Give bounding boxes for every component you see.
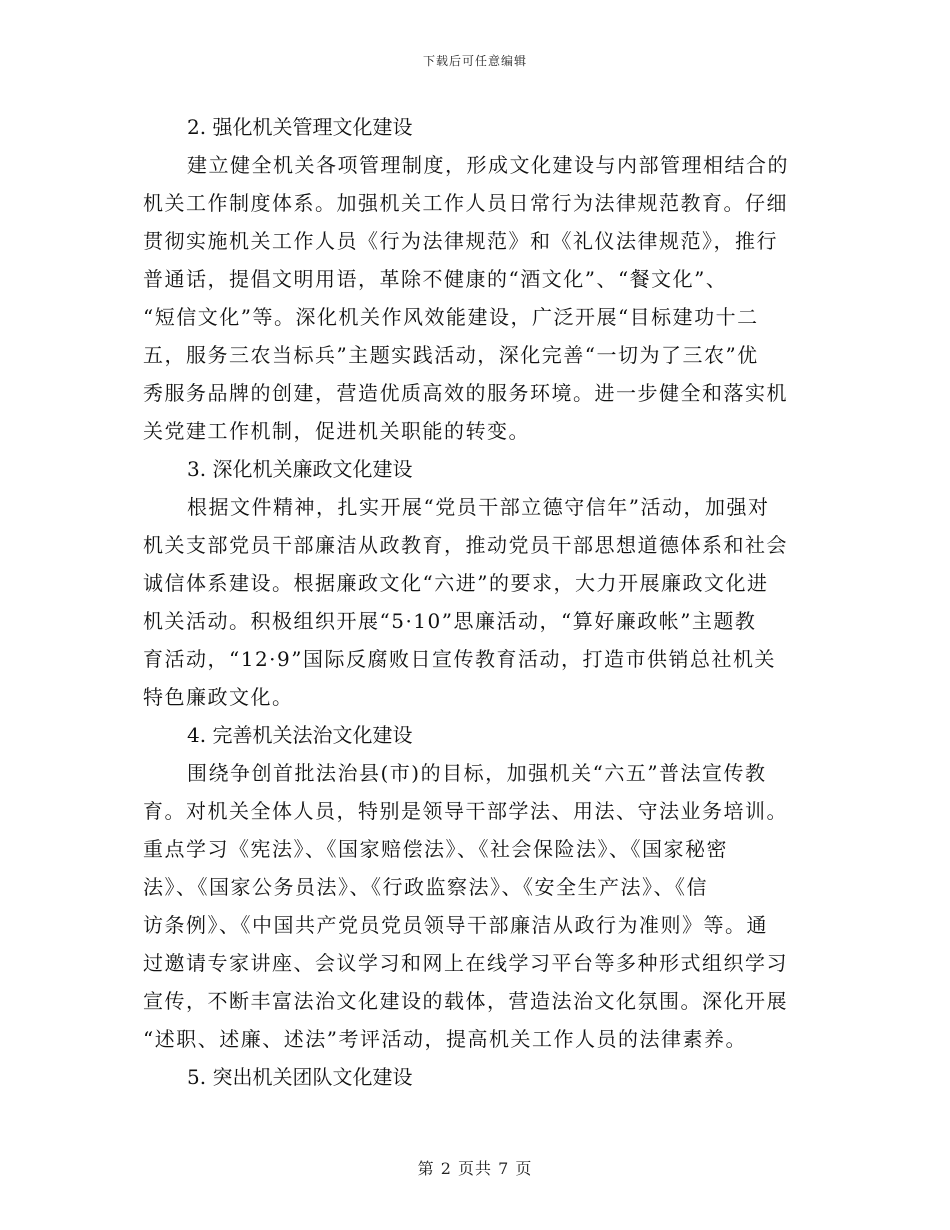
text-line: 秀服务品牌的创建，营造优质高效的服务环境。进一步健全和落实机 bbox=[143, 381, 788, 405]
text-line: 机关活动。积极组织开展“5·10”思廉活动，“算好廉政帐”主题教 bbox=[143, 609, 757, 633]
text-line: 根据文件精神，扎实开展“党员干部立德守信年”活动，加强对 bbox=[187, 495, 770, 519]
section-heading: 4. 完善机关法治文化建设 bbox=[187, 723, 413, 747]
text-line: 法》、《国家公务员法》、《行政监察法》、《安全生产法》、《信 bbox=[143, 875, 708, 899]
text-line: 围绕争创首批法治县(市)的目标，加强机关“六五”普法宣传教 bbox=[187, 761, 767, 785]
text-line: 贯彻实施机关工作人员《行为法律规范》和《礼仪法律规范》，推行 bbox=[143, 229, 778, 253]
document-body bbox=[143, 108, 808, 1096]
text-line: 建立健全机关各项管理制度，形成文化建设与内部管理相结合的 bbox=[187, 153, 789, 177]
section-3 bbox=[143, 450, 808, 716]
section-paragraph bbox=[143, 754, 808, 1058]
text-line: “述职、述廉、述法”考评活动，提高机关工作人员的法律素养。 bbox=[143, 1027, 747, 1051]
text-line: 关党建工作机制，促进机关职能的转变。 bbox=[143, 419, 530, 443]
section-4 bbox=[143, 716, 808, 1058]
text-line: 诚信体系建设。根据廉政文化“六进”的要求，大力开展廉政文化进 bbox=[143, 571, 769, 595]
section-2 bbox=[143, 108, 808, 450]
section-paragraph bbox=[143, 488, 808, 716]
text-line: 重点学习《宪法》、《国家赔偿法》、《社会保险法》、《国家秘密 bbox=[143, 837, 728, 861]
text-line: 访条例》、《中国共产党员党员领导干部廉洁从政行为准则》等。通 bbox=[143, 913, 768, 937]
section-heading: 2. 强化机关管理文化建设 bbox=[187, 115, 413, 139]
text-line: “短信文化”等。深化机关作风效能建设，广泛开展“目标建功十二 bbox=[143, 305, 759, 329]
section-paragraph bbox=[143, 146, 808, 450]
section-heading: 5. 突出机关团队文化建设 bbox=[187, 1065, 413, 1089]
section-heading: 3. 深化机关廉政文化建设 bbox=[187, 457, 413, 481]
text-line: 机关工作制度体系。加强机关工作人员日常行为法律规范教育。仔细 bbox=[143, 191, 788, 215]
text-line: 特色廉政文化。 bbox=[143, 685, 294, 709]
text-line: 普通话，提倡文明用语，革除不健康的“酒文化”、“餐文化”、 bbox=[143, 267, 728, 291]
page-footer: 第 2 页共 7 页 bbox=[417, 1159, 533, 1178]
text-line: 机关支部党员干部廉洁从政教育，推动党员干部思想道德体系和社会 bbox=[143, 533, 788, 557]
page-header: 下载后可任意编辑 bbox=[422, 54, 527, 68]
text-line: 宣传，不断丰富法治文化建设的载体，营造法治文化氛围。深化开展 bbox=[143, 989, 788, 1013]
text-line: 过邀请专家讲座、会议学习和网上在线学习平台等多种形式组织学习 bbox=[143, 951, 788, 975]
text-line: 育活动，“12·9”国际反腐败日宣传教育活动，打造市供销总社机关 bbox=[143, 647, 776, 671]
text-line: 五，服务三农当标兵”主题实践活动，深化完善“一切为了三农”优 bbox=[143, 343, 759, 367]
text-line: 育。对机关全体人员，特别是领导干部学法、用法、守法业务培训。 bbox=[143, 799, 788, 823]
section-5 bbox=[143, 1058, 808, 1096]
